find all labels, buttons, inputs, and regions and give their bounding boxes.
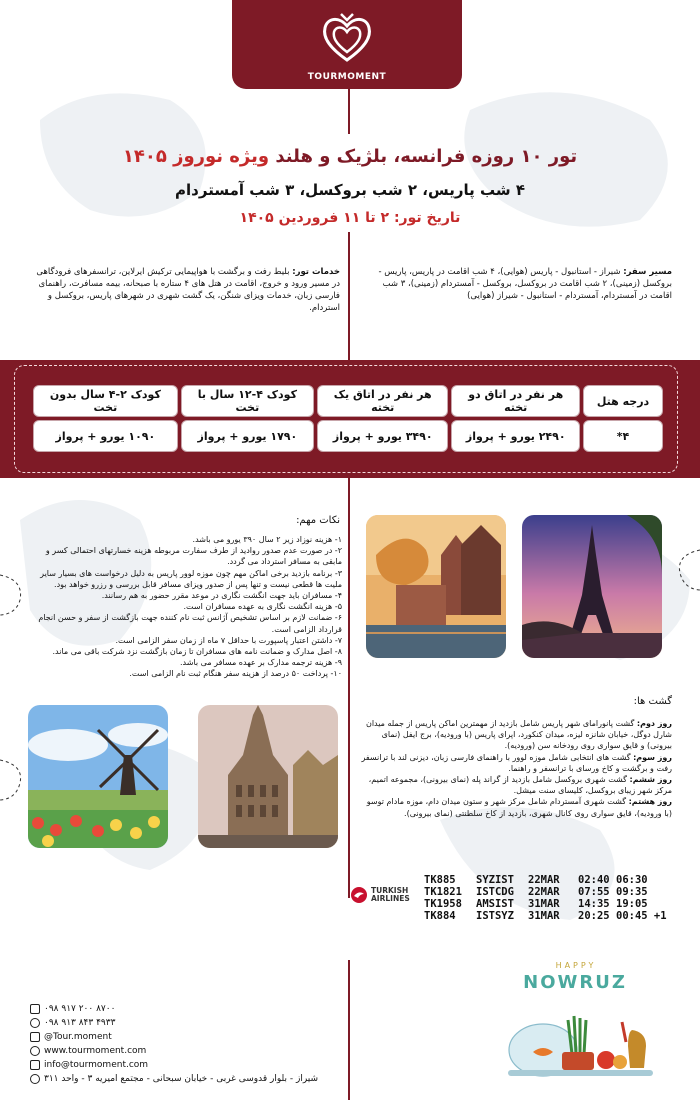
flight-row xyxy=(424,886,694,898)
dashed-curve-decoration xyxy=(0,755,30,805)
nowruz-label: NOWRUZ xyxy=(523,972,627,993)
flight-schedule xyxy=(424,874,694,922)
contact-row xyxy=(30,1058,350,1072)
nights-summary: ۴ شب پاریس، ۲ شب بروکسل، ۳ شب آمستردام xyxy=(175,181,525,199)
services-text: بلیط رفت و برگشت با هواپیمایی ترکیش ایرلاین، ترانسفرهای فرودگاهی در مسیر ورود و خروج، اقامت در هتل های ۴ ستاره با صبحانه، بیمه مسافرت، راهنمای فارسی زبان، خدمات ویزای شنگن، یک گشت شهری در شهرهای پاریس، بروکسل و استردام. xyxy=(36,267,340,313)
tour-text: گشت شهری آمستردام شامل مرکز شهر و ستون میدان دام، موزه مادام توسو (با ورودیه)، قایق سواری روی کانال شهری، بازدید از کاخ سلطنتی (نمای بیرونی). xyxy=(366,797,672,818)
flight-route: ISTSYZ xyxy=(476,910,514,922)
tours-list xyxy=(360,718,672,819)
note-item: ۲- در صورت عدم صدور روادید از طرف سفارت مربوطه هزینه خسارتهای احتمالی کسر و مابقی به مسافر استرداد می گردد. xyxy=(45,546,342,567)
note-item: ۹- هزینه ترجمه مدارک بر عهده مسافر می باشد. xyxy=(180,658,342,668)
flight-arr: 09:35 xyxy=(616,886,648,898)
tour-text: گشت شهری بروکسل شامل بازدید از گراند پله (نمای بیرونی)، مجموعه اتمیم، مرکز شهر زیبای بروکسل، کلیسای سنت میشل. xyxy=(368,775,672,796)
tour-day: روز دوم: xyxy=(636,719,672,728)
airline-name-2: AIRLINES xyxy=(371,894,410,903)
tour-item xyxy=(360,796,672,818)
flight-date: 22MAR xyxy=(528,886,560,898)
website-link[interactable]: www.tourmoment.com xyxy=(44,1046,147,1056)
flight-dep: 14:35 xyxy=(578,898,610,910)
flight-dep: 20:25 xyxy=(578,910,610,922)
price-header-row xyxy=(33,385,663,417)
haft-sin-illustration xyxy=(498,1002,658,1080)
contact-row xyxy=(30,1072,350,1086)
flight-no: TK884 xyxy=(424,910,456,922)
tour-text: گشت های انتخابی شامل موزه لوور با راهنمای فارسی زبان، دیزنی لند با ترانسفر رفت و برگشت و کاخ ورسای با ترانسفر و راهنما. xyxy=(361,752,672,773)
email-link[interactable]: info@tourmoment.com xyxy=(44,1060,149,1070)
note-item: ۴- مسافران باید جهت انگشت نگاری در موعد مقرر حضور به هم رسانند. xyxy=(101,591,342,601)
whatsapp-icon xyxy=(30,1018,40,1028)
flight-dep: 02:40 xyxy=(578,874,610,886)
price-cell: ۳۴۹۰ یورو + پرواز xyxy=(317,420,448,452)
tour-date: تاریخ تور: ۲ تا ۱۱ فروردین ۱۴۰۵ xyxy=(239,210,461,226)
note-item: ۶- ضمانت لازم بر اساس تشخیص آژانس ثبت نام کننده جهت بازگشت از سفر و حسن انجام قرارداد الزامی است. xyxy=(38,613,342,634)
route-info xyxy=(360,266,672,302)
price-header-cell: هر نفر در اتاق دو تخته xyxy=(451,385,580,417)
brand-name: TOURMOMENT xyxy=(307,72,387,82)
contact-row xyxy=(30,1030,350,1044)
timeline-line xyxy=(348,89,350,134)
flight-route: ISTCDG xyxy=(476,886,514,898)
phone-2[interactable]: ۰۹۸ ۹۱۳ ۸۴۳ ۴۹۳۳ xyxy=(44,1018,116,1028)
price-header-cell: کودک ۲-۴ سال بدون تخت xyxy=(33,385,178,417)
note-item: ۸- اصل مدارک و ضمانت نامه های مسافران تا زمان بازگشت نزد شرکت باقی می ماند. xyxy=(52,647,342,657)
flight-dep: 07:55 xyxy=(578,886,610,898)
timeline-line xyxy=(348,478,350,898)
flight-no: TK1958 xyxy=(424,898,462,910)
flight-date: 22MAR xyxy=(528,874,560,886)
contact-row xyxy=(30,1002,350,1016)
contact-row xyxy=(30,1044,350,1058)
phone-1[interactable]: ۰۹۸ ۹۱۷ ۲۰۰ ۸۷۰۰ xyxy=(44,1004,116,1014)
flight-row xyxy=(424,874,694,886)
logo-header xyxy=(232,0,462,89)
globe-icon xyxy=(30,1046,40,1056)
price-cell: ۴* xyxy=(583,420,663,452)
price-cell: ۱۰۹۰ یورو + پرواز xyxy=(33,420,178,452)
price-header-cell: کودک ۴-۱۲ سال با تخت xyxy=(181,385,314,417)
flight-row xyxy=(424,910,694,922)
airline-logo xyxy=(350,884,420,906)
heart-logo-icon xyxy=(319,10,375,66)
price-cell: ۱۷۹۰ یورو + پرواز xyxy=(181,420,314,452)
timeline-line xyxy=(348,232,350,360)
page-title xyxy=(40,146,660,167)
brussels-canal-photo xyxy=(366,515,506,658)
notes-title: نکات مهم: xyxy=(296,515,340,526)
flight-arr: 06:30 xyxy=(616,874,648,886)
paris-eiffel-photo xyxy=(522,515,662,658)
note-item: ۵- هزینه انگشت نگاری به عهده مسافران است. xyxy=(183,602,342,612)
tour-item xyxy=(360,774,672,796)
note-item: ۷- داشتن اعتبار پاسپورت با حداقل ۷ ماه از زمان سفر الزامی است. xyxy=(115,635,342,645)
notes-list xyxy=(26,534,342,680)
flight-route: SYZIST xyxy=(476,874,514,886)
phone-icon xyxy=(30,1004,40,1014)
price-header-cell: هر نفر در اتاق یک تخته xyxy=(317,385,448,417)
email-icon xyxy=(30,1060,40,1070)
location-pin-icon xyxy=(30,1074,40,1084)
price-row xyxy=(33,420,663,452)
address: شیراز - بلوار قدوسی غربی - خیابان سبحانی - مجتمع امیریه ۳ - واحد ۳۱۱ xyxy=(44,1074,319,1084)
tour-item xyxy=(360,718,672,752)
tour-text: گشت پانورامای شهر پاریس شامل بازدید از مهمترین اماکن پاریس از جمله میدان شارل دوگل، خیابان شانزه لیزه، میدان کنکورد، اپرای پاریس (با ورودیه)، برج ایفل (نمای بیرونی) و قایق سواری روی رودخانه سن (ورودیه). xyxy=(365,719,672,751)
services-info xyxy=(28,266,340,314)
turkish-airlines-icon xyxy=(350,886,368,904)
note-item: ۱۰- پرداخت ۵۰ درصد از هزینه سفر هنگام ثبت نام الزامی است. xyxy=(129,669,342,679)
flight-no: TK1821 xyxy=(424,886,462,898)
route-label: مسیر سفر: xyxy=(623,267,672,277)
contact-info xyxy=(30,1002,350,1086)
flight-date: 31MAR xyxy=(528,898,560,910)
flight-no: TK885 xyxy=(424,874,456,886)
flight-date: 31MAR xyxy=(528,910,560,922)
tour-day: روز سوم: xyxy=(633,752,672,762)
contact-row xyxy=(30,1016,350,1030)
note-item: ۳- برنامه بازدید برخی اماکن مهم چون موزه لوور پاریس به دلیل درخواست های بسیار سایر ملیت ها قطعی نیست و تنها پس از صدور ویزای مسافر قابل بررسی و رزرو خواهد بود. xyxy=(40,568,342,589)
tour-day: روز هشتم: xyxy=(628,797,672,807)
flight-arr: 00:45 +1 xyxy=(616,910,667,922)
tour-item xyxy=(360,752,672,774)
note-item: ۱- هزینه نوزاد زیر ۲ سال ۳۹۰ یورو می باشد. xyxy=(192,535,342,544)
instagram-icon xyxy=(30,1032,40,1042)
services-label: خدمات تور: xyxy=(292,267,340,277)
brussels-grand-place-photo xyxy=(198,705,338,848)
price-table xyxy=(30,382,666,455)
instagram-handle[interactable]: @Tour.moment xyxy=(44,1032,112,1042)
route-text: شیراز - استانبول - پاریس (هوایی)، ۴ شب اقامت در پاریس، پاریس - بروکسل (زمینی)، ۲ شب اقامت در بروکسل، بروکسل - آمستردام (زمینی)، ۳ شب اقامت در آمستردام، آمستردام - استانبول - شیراز (هوایی) xyxy=(378,267,672,301)
tour-day: روز ششم: xyxy=(629,775,672,785)
flight-arr: 19:05 xyxy=(616,898,648,910)
title-main: تور ۱۰ روزه فرانسه، بلژیک و هلند xyxy=(275,146,578,167)
price-header-cell: درجه هتل xyxy=(583,385,663,417)
flight-route: AMSIST xyxy=(476,898,514,910)
price-cell: ۲۴۹۰ یورو + پرواز xyxy=(451,420,580,452)
tours-title: گشت ها: xyxy=(633,696,672,707)
amsterdam-windmill-photo xyxy=(28,705,168,848)
airline-name-1: TURKISH xyxy=(371,886,409,895)
flight-row xyxy=(424,898,694,910)
dashed-curve-decoration xyxy=(670,545,700,595)
title-accent: ویژه نوروز ۱۴۰۵ xyxy=(122,146,270,167)
happy-label: HAPPY xyxy=(555,961,597,970)
